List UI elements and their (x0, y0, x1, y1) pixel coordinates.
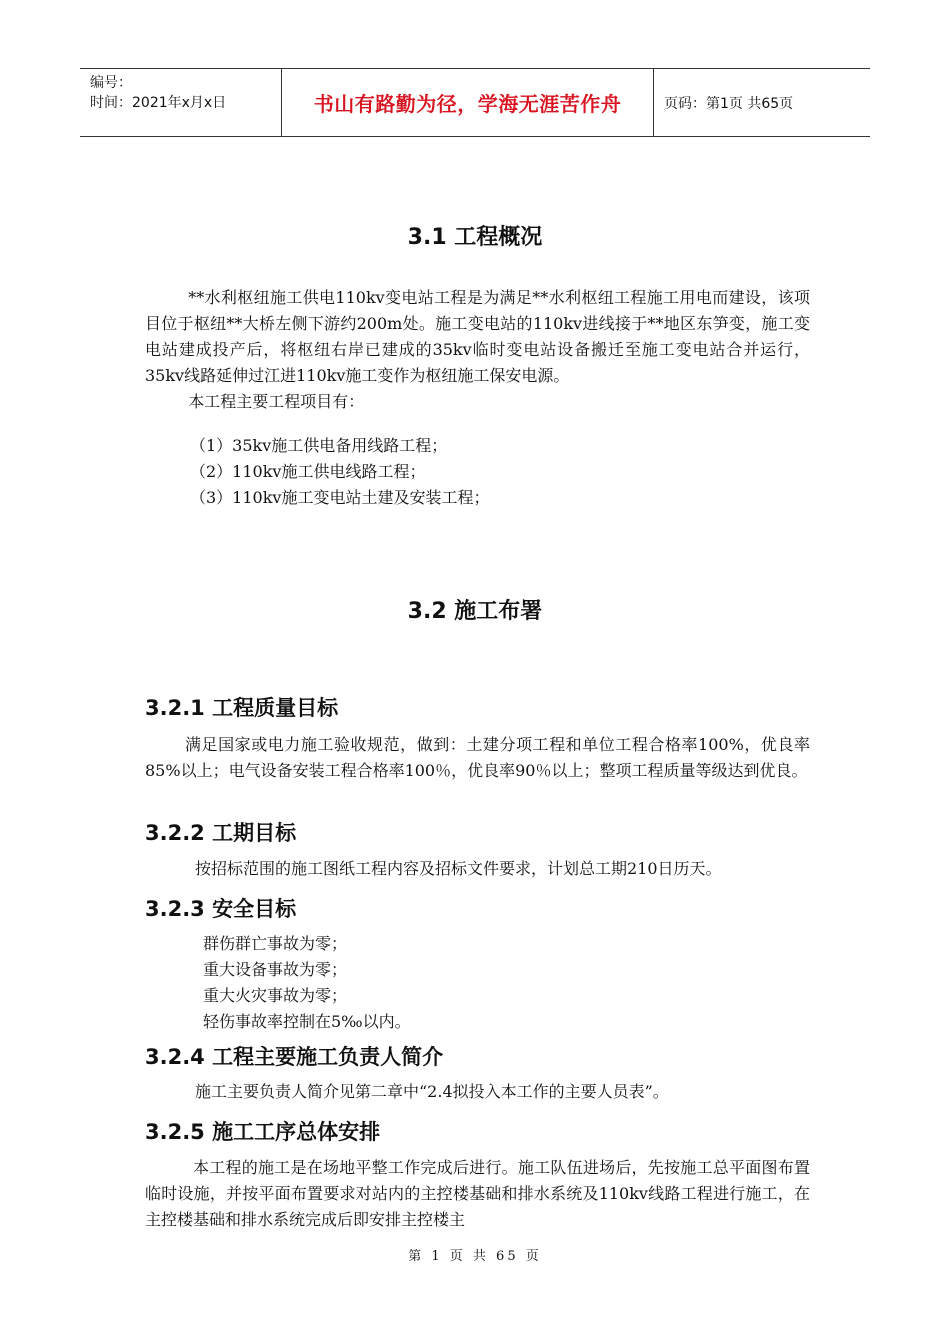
section-3-1-body (145, 285, 810, 415)
section-3-2-3-list (203, 931, 411, 1035)
list-item: 重大火灾事故为零； (203, 986, 348, 1005)
header-page-info: 页码：第1页 共65页 (664, 95, 794, 112)
list-item: （2）110kv施工供电线路工程； (190, 462, 426, 481)
section-3-2-2-body (195, 856, 835, 882)
section-3-2-4-body (195, 1079, 835, 1105)
section-3-1-title: 3.1 工程概况 (407, 225, 543, 250)
list-item: （1）35kv施工供电备用线路工程； (190, 436, 448, 455)
section-3-1-item-list (190, 433, 489, 511)
list-item: 重大设备事故为零； (203, 960, 348, 979)
section-3-2-1-text: 满足国家或电力施工验收规范，做到：土建分项工程和单位工程合格率100%，优良率85%以上；电气设备安装工程合格率100％，优良率90％以上；整项工程质量等级达到优良。 (145, 735, 810, 780)
section-3-2-5-body (145, 1155, 810, 1233)
section-3-2-2-title: 3.2.2 工期目标 (145, 821, 297, 845)
header-motto: 书山有路勤为径，学海无涯苦作舟 (282, 69, 654, 136)
page-header (80, 68, 870, 137)
section-3-1-paragraph: **水利枢纽施工供电110kv变电站工程是为满足**水利枢纽工程施工用电而建设，该项目位于枢纽**大桥左侧下游约200m处。施工变电站的110kv进线接于**地区东笋变，施工变电站建成投产后，将枢纽右岸已建成的35kv临时变电站设备搬迁至施工变电站合并运行，35kv线路延伸过江进110kv施工变作为枢纽施工保安电源。 (145, 288, 810, 385)
header-number-label: 编号： (90, 75, 132, 91)
header-date-label: 时间：2021年x月x日 (90, 95, 227, 111)
section-3-2-5-text: 本工程的施工是在场地平整工作完成后进行。施工队伍进场后，先按施工总平面图布置临时设施，并按平面布置要求对站内的主控楼基础和排水系统及110kv线路工程进行施工，在主控楼基础和排水系统完成后即安排主控楼主 (145, 1158, 810, 1229)
section-3-2-3-title: 3.2.3 安全目标 (145, 897, 297, 921)
section-3-2-5-title: 3.2.5 施工工序总体安排 (145, 1120, 381, 1144)
section-3-2-title: 3.2 施工布署 (407, 599, 543, 624)
list-item: （3）110kv施工变电站土建及安装工程； (190, 488, 490, 507)
page-footer: 第 1 页 共 65 页 (408, 1249, 542, 1264)
section-3-2-1-title: 3.2.1 工程质量目标 (145, 696, 339, 720)
section-3-2-4-text: 施工主要负责人简介见第二章中“2.4拟投入本工作的主要人员表”。 (195, 1082, 669, 1101)
list-item: 轻伤事故率控制在5‰以内。 (203, 1012, 411, 1031)
section-3-2-2-text: 按招标范围的施工图纸工程内容及招标文件要求，计划总工期210日历天。 (195, 859, 722, 878)
section-3-2-4-title: 3.2.4 工程主要施工负责人简介 (145, 1045, 444, 1069)
section-3-1-items-intro: 本工程主要工程项目有： (188, 392, 365, 411)
section-3-2-1-body (145, 732, 810, 784)
list-item: 群伤群亡事故为零； (203, 934, 348, 953)
header-meta (80, 69, 282, 136)
